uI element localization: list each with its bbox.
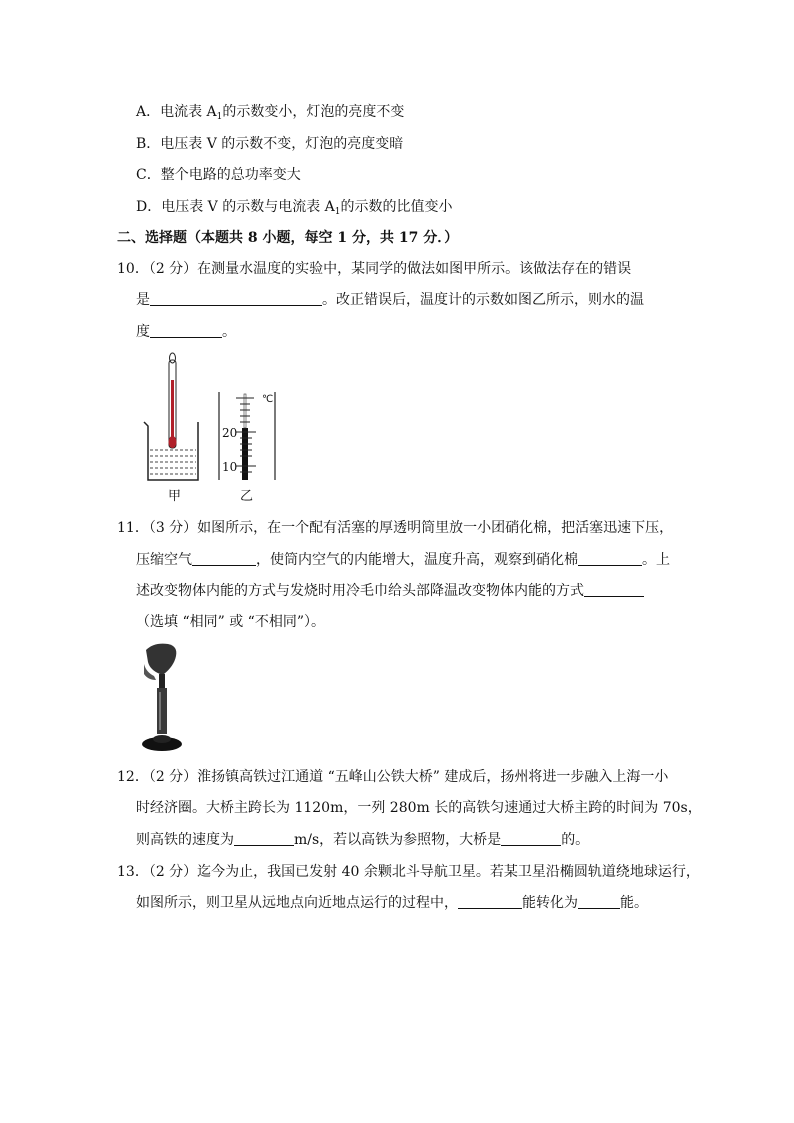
figure-label-jia: 甲 [168, 489, 182, 504]
scale-label-10: 10 [222, 460, 238, 474]
q10-blank-error[interactable] [150, 291, 322, 306]
q10-blank-temperature[interactable] [150, 323, 222, 338]
q13-line1: 13．（2 分）迄今为止，我国已发射 40 余颗北斗导航卫星。若某卫星沿椭圆轨道绕地球运行， [117, 864, 700, 880]
q11-blank-2[interactable] [578, 551, 642, 566]
q11-line4: （选填 “相同” 或 “不相同”）。 [136, 614, 325, 630]
q12-blank-speed[interactable] [234, 831, 294, 846]
option-c: C．整个电路的总功率变大 [136, 167, 301, 183]
q13-line2: 如图所示，则卫星从远地点向近地点运行的过程中， 能转化为 能。 [136, 895, 648, 911]
option-a: A．电流表 $A_1$的示数变小，灯泡的亮度不变 [136, 104, 405, 122]
q10-line3: 度 。 [136, 324, 236, 340]
q11-line1: 11．（3 分）如图所示，在一个配有活塞的厚透明筒里放一小团硝化棉，把活塞迅速下压， [117, 520, 674, 536]
q10-line2: 是 。改正错误后，温度计的示数如图乙所示，则水的温 [136, 292, 644, 308]
q11-line3: 述改变物体内能的方式与发烧时用冷毛巾给头部降温改变物体内能的方式 [136, 581, 644, 601]
option-b: B．电压表 V 的示数不变，灯泡的亮度变暗 [136, 136, 404, 152]
section-title: 二、选择题（本题共 8 小题，每空 1 分，共 17 分．） [117, 230, 459, 246]
piston-cylinder-figure [140, 640, 190, 758]
scale-label-20: 20 [222, 426, 238, 440]
option-d: D．电压表 V 的示数与电流表 $A_1$的示数的比值变小 [136, 199, 453, 217]
q10-line1: 10．（2 分）在测量水温度的实验中，某同学的做法如图甲所示。该做法存在的错误 [117, 261, 632, 277]
beaker-thermometer-figure [140, 350, 210, 485]
thermometer-scale-figure [214, 390, 280, 482]
q11-blank-3[interactable] [584, 582, 644, 597]
q13-blank-to[interactable] [578, 894, 620, 909]
q12-line2: 时经济圈。大桥主跨长为 1120m，一列 280m 长的高铁匀速通过大桥主跨的时间为 70s， [136, 800, 702, 816]
figure-label-yi: 乙 [240, 489, 254, 504]
q12-line1: 12．（2 分）淮扬镇高铁过江通道 “五峰山公铁大桥” 建成后，扬州将进一步融入上海一小 [117, 769, 669, 785]
q11-blank-1[interactable] [192, 551, 256, 566]
q13-blank-from[interactable] [458, 894, 522, 909]
q12-blank-reference[interactable] [501, 831, 561, 846]
q11-line2: 压缩空气 ，使筒内空气的内能增大，温度升高，观察到硝化棉 。上 [136, 552, 670, 568]
scale-unit-label: ℃ [262, 394, 274, 405]
q12-line3: 则高铁的速度为 m/s，若以高铁为参照物，大桥是 的。 [136, 832, 590, 848]
